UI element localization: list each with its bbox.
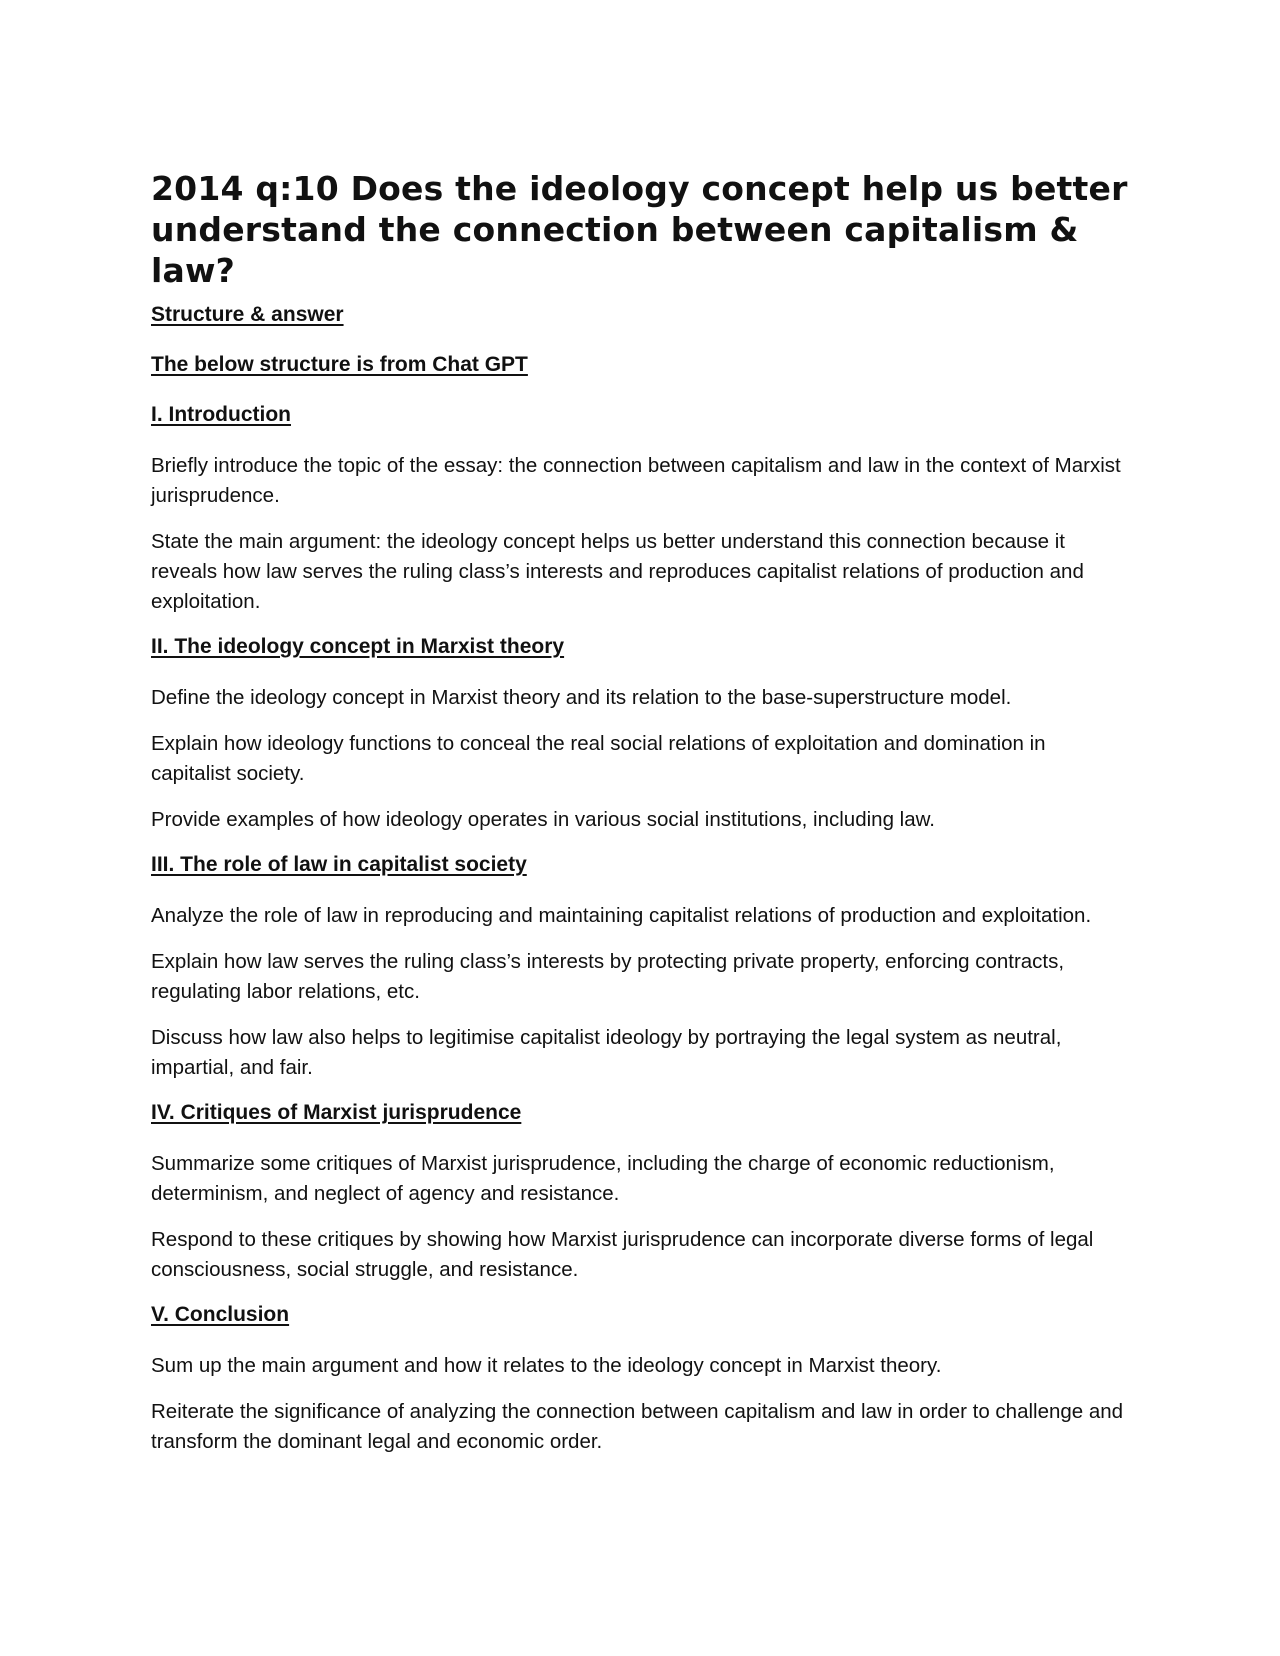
section-paragraph: Provide examples of how ideology operates in various social institutions, including law. — [151, 808, 935, 831]
section-heading: V. Conclusion — [151, 1303, 290, 1326]
section-paragraph: Briefly introduce the topic of the essay: the connection between capitalism and law in the context of Marxist jurisprudence. — [151, 454, 1121, 507]
section-role-of-law — [151, 851, 1131, 1083]
section-paragraph: Define the ideology concept in Marxist theory and its relation to the base-superstructure model. — [151, 686, 1012, 709]
section-paragraph: Respond to these critiques by showing how Marxist jurisprudence can incorporate diverse forms of legal consciousness, social struggle, and resistance. — [151, 1228, 1094, 1281]
section-conclusion — [151, 1301, 1131, 1457]
section-paragraph: Analyze the role of law in reproducing and maintaining capitalist relations of production and exploitation. — [151, 904, 1092, 927]
section-heading: III. The role of law in capitalist society — [151, 853, 527, 876]
document-title: 2014 q:10 Does the ideology concept help us better understand the connection between capitalism & law? — [151, 169, 1128, 290]
section-ideology-concept — [151, 633, 1131, 835]
section-paragraph: State the main argument: the ideology concept helps us better understand this connection because it reveals how law serves the ruling class’s interests and reproduces capitalist relations of production and exploitation. — [151, 530, 1084, 613]
section-heading: I. Introduction — [151, 403, 291, 426]
section-paragraph: Explain how law serves the ruling class’s interests by protecting private property, enforcing contracts, regulating labor relations, etc. — [151, 950, 1065, 1003]
section-critiques — [151, 1099, 1131, 1285]
section-heading: IV. Critiques of Marxist jurisprudence — [151, 1101, 522, 1124]
section-paragraph: Summarize some critiques of Marxist jurisprudence, including the charge of economic reductionism, determinism, and neglect of agency and resistance. — [151, 1152, 1055, 1205]
section-paragraph: Explain how ideology functions to conceal the real social relations of exploitation and domination in capitalist society. — [151, 732, 1046, 785]
section-heading: II. The ideology concept in Marxist theory — [151, 635, 565, 658]
section-introduction — [151, 401, 1131, 617]
source-note: The below structure is from Chat GPT — [151, 353, 528, 376]
section-paragraph: Discuss how law also helps to legitimise capitalist ideology by portraying the legal system as neutral, impartial, and fair. — [151, 1026, 1062, 1079]
document-body — [151, 168, 1131, 1473]
section-paragraph: Reiterate the significance of analyzing the connection between capitalism and law in order to challenge and transform the dominant legal and economic order. — [151, 1400, 1124, 1453]
subheading-structure: Structure & answer — [151, 303, 344, 326]
section-paragraph: Sum up the main argument and how it relates to the ideology concept in Marxist theory. — [151, 1354, 942, 1377]
